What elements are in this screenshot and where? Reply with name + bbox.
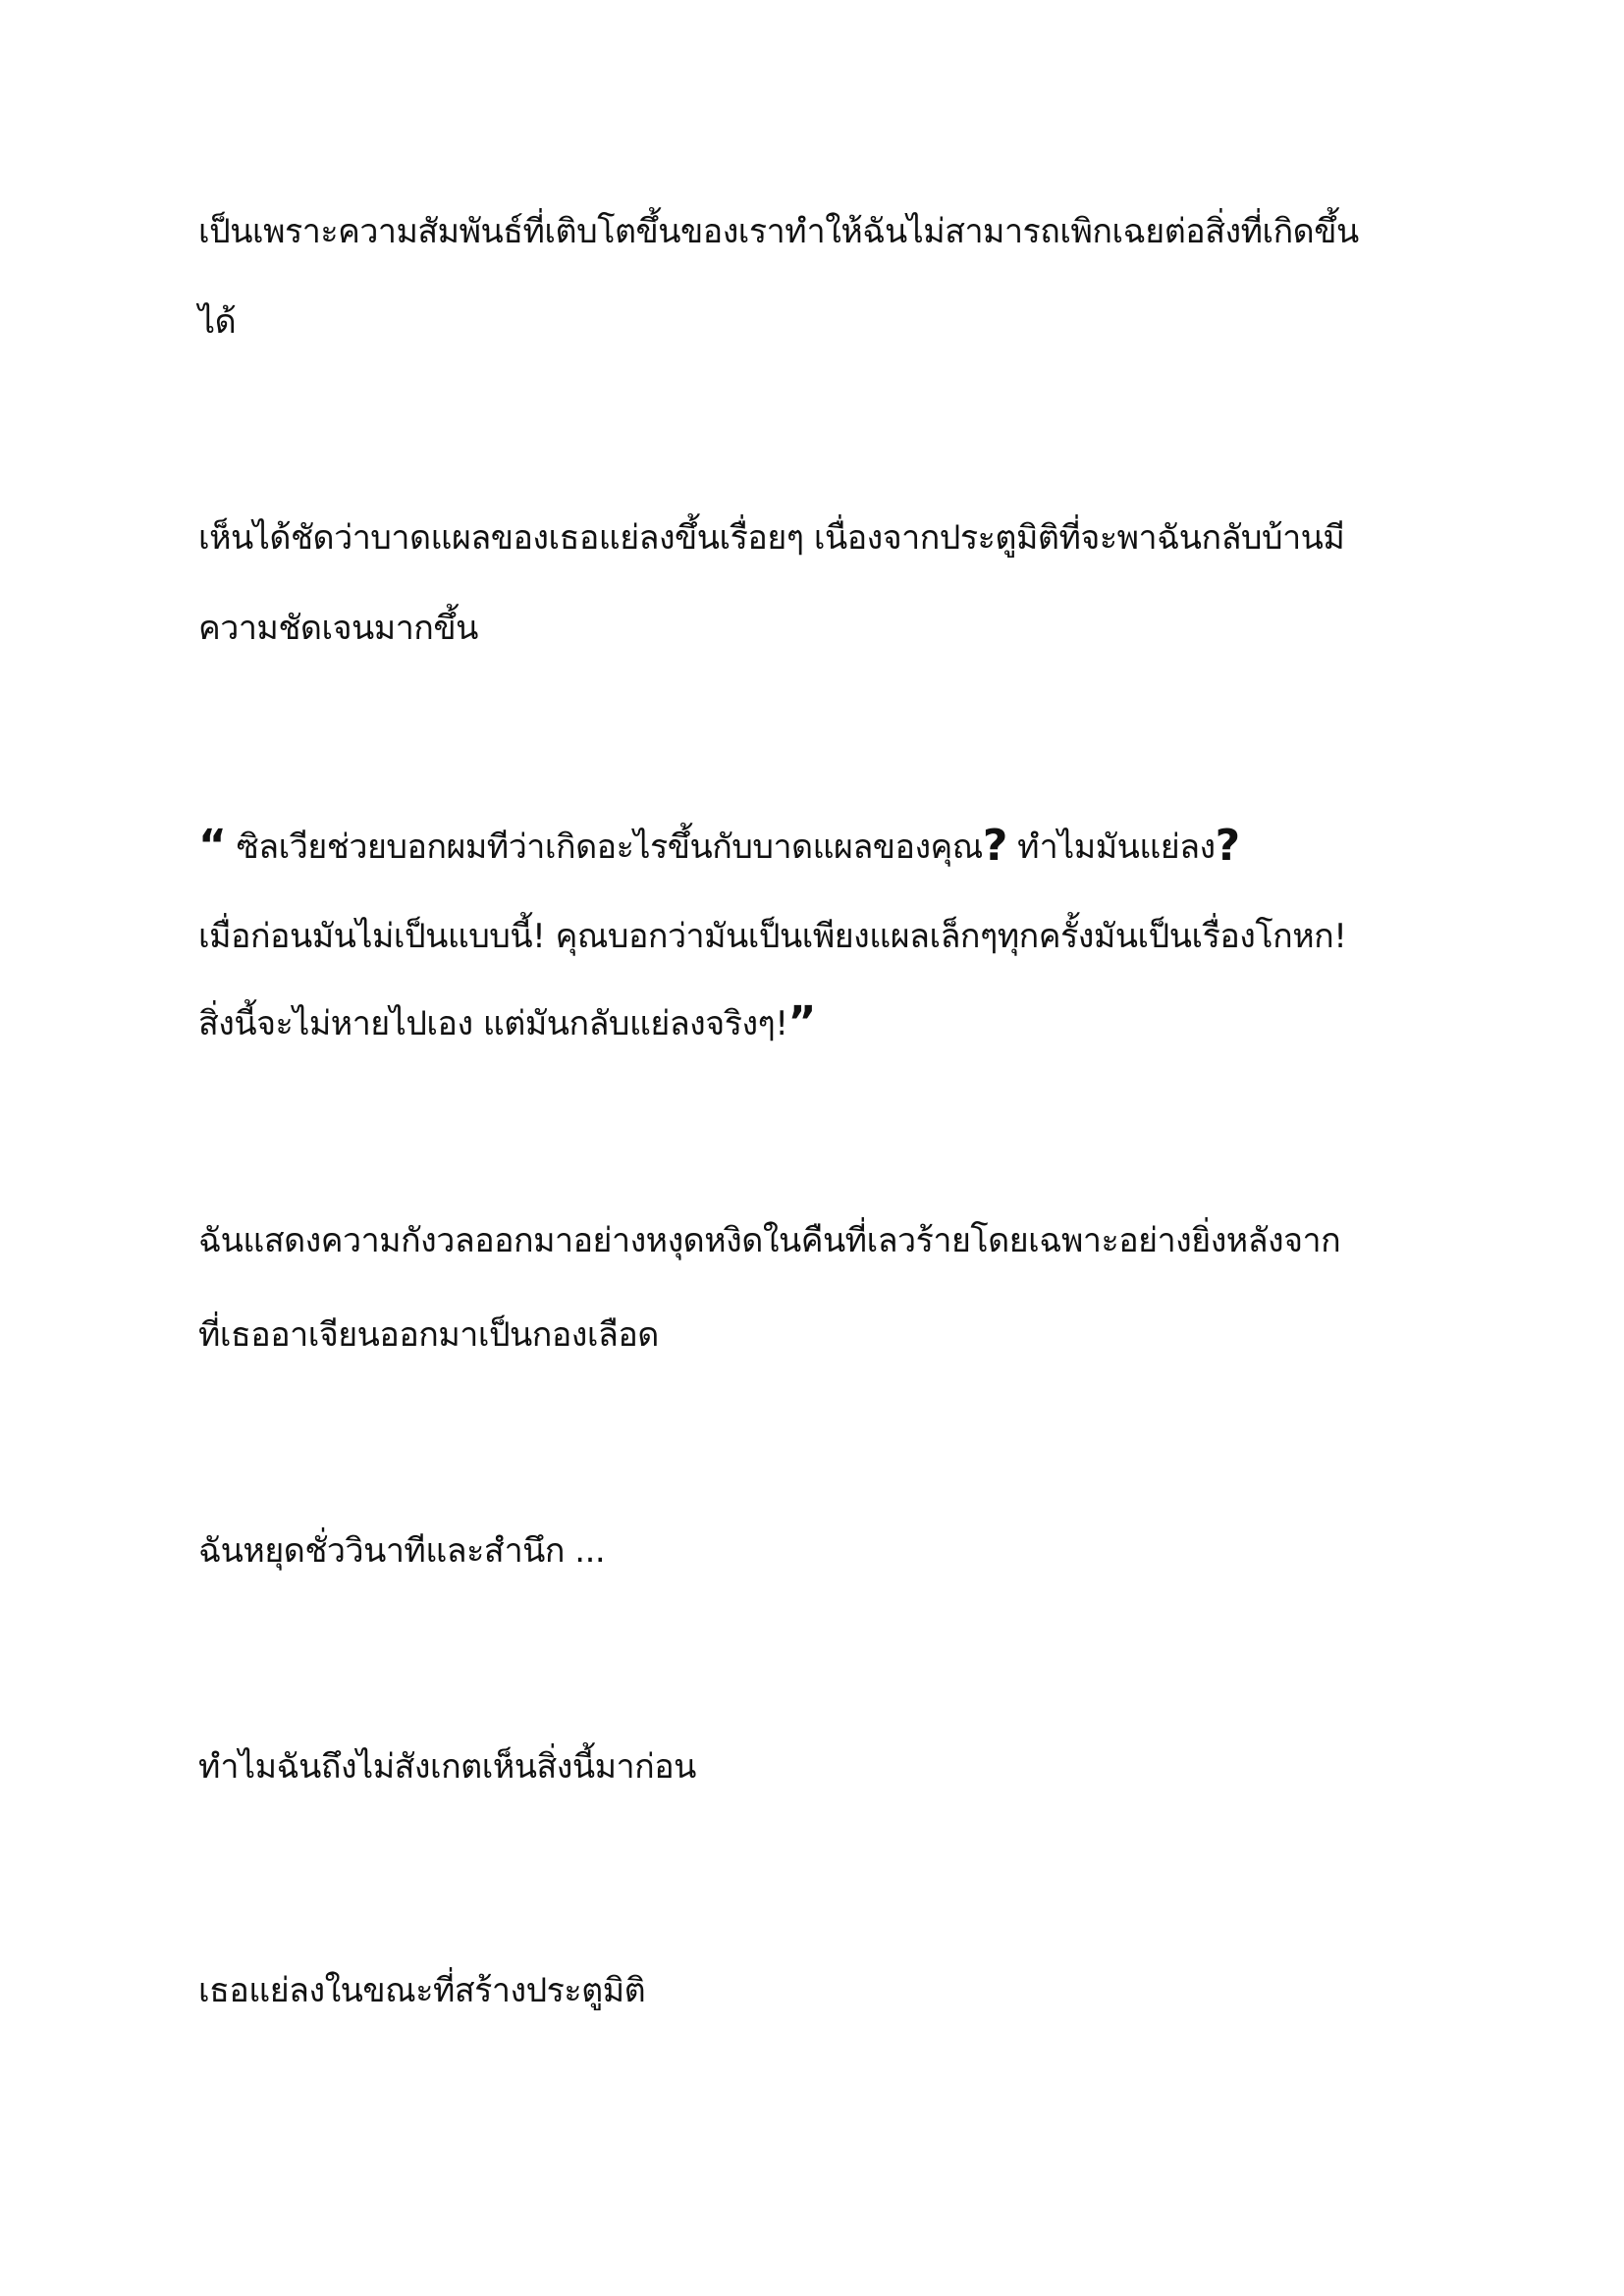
dialogue-text-2: ทำไมมันแย่ลง: [1006, 828, 1216, 867]
open-quote: “: [198, 821, 227, 871]
close-quote: ”: [787, 997, 816, 1047]
paragraph-1-line-1: เป็นเพราะความสัมพันธ์ที่เติบโตขึ้นของเราทำให้ฉันไม่สามารถเพิกเฉยต่อสิ่งที่เกิดขึ้น: [198, 212, 1359, 251]
paragraph-2-line-1: เห็นได้ชัดว่าบาดแผลของเธอแย่ลงขึ้นเรื่อยๆ เนื่องจากประตูมิติที่จะพาฉันกลับบ้านมี: [198, 518, 1345, 558]
paragraph-4-line-2: ที่เธออาเจียนออกมาเป็นกองเลือด: [198, 1315, 659, 1355]
paragraph-4-line-1: ฉันแสดงความกังวลออกมาอย่างหงุดหงิดในคืนที่เลวร้ายโดยเฉพาะอย่างยิ่งหลังจาก: [198, 1221, 1341, 1260]
question-mark: ?: [982, 821, 1007, 871]
question-mark: ?: [1215, 821, 1240, 871]
paragraph-3-line-1: [198, 821, 1240, 871]
paragraph-1-line-2: ได้: [198, 302, 237, 342]
paragraph-3-line-2: เมื่อก่อนมันไม่เป็นแบบนี้! คุณบอกว่ามันเป็นเพียงแผลเล็กๆทุกครั้งมันเป็นเรื่องโกหก!: [198, 917, 1347, 956]
dialogue-text-3: สิ่งนี้จะไม่หายไปเอง แต่มันกลับแย่ลงจริงๆ!: [198, 1004, 788, 1043]
paragraph-6-line-1: ทำไมฉันถึงไม่สังเกตเห็นสิ่งนี้มาก่อน: [198, 1747, 696, 1787]
dialogue-text-1: ซิลเวียช่วยบอกผมทีว่าเกิดอะไรขึ้นกับบาดแผลของคุณ: [226, 828, 983, 867]
paragraph-3-line-3: [198, 997, 816, 1047]
paragraph-2-line-2: ความชัดเจนมากขึ้น: [198, 609, 478, 648]
paragraph-5-line-1: ฉันหยุดชั่ววินาทีและสำนึก ...: [198, 1531, 606, 1571]
paragraph-7-line-1: เธอแย่ลงในขณะที่สร้างประตูมิติ: [198, 1971, 646, 2010]
